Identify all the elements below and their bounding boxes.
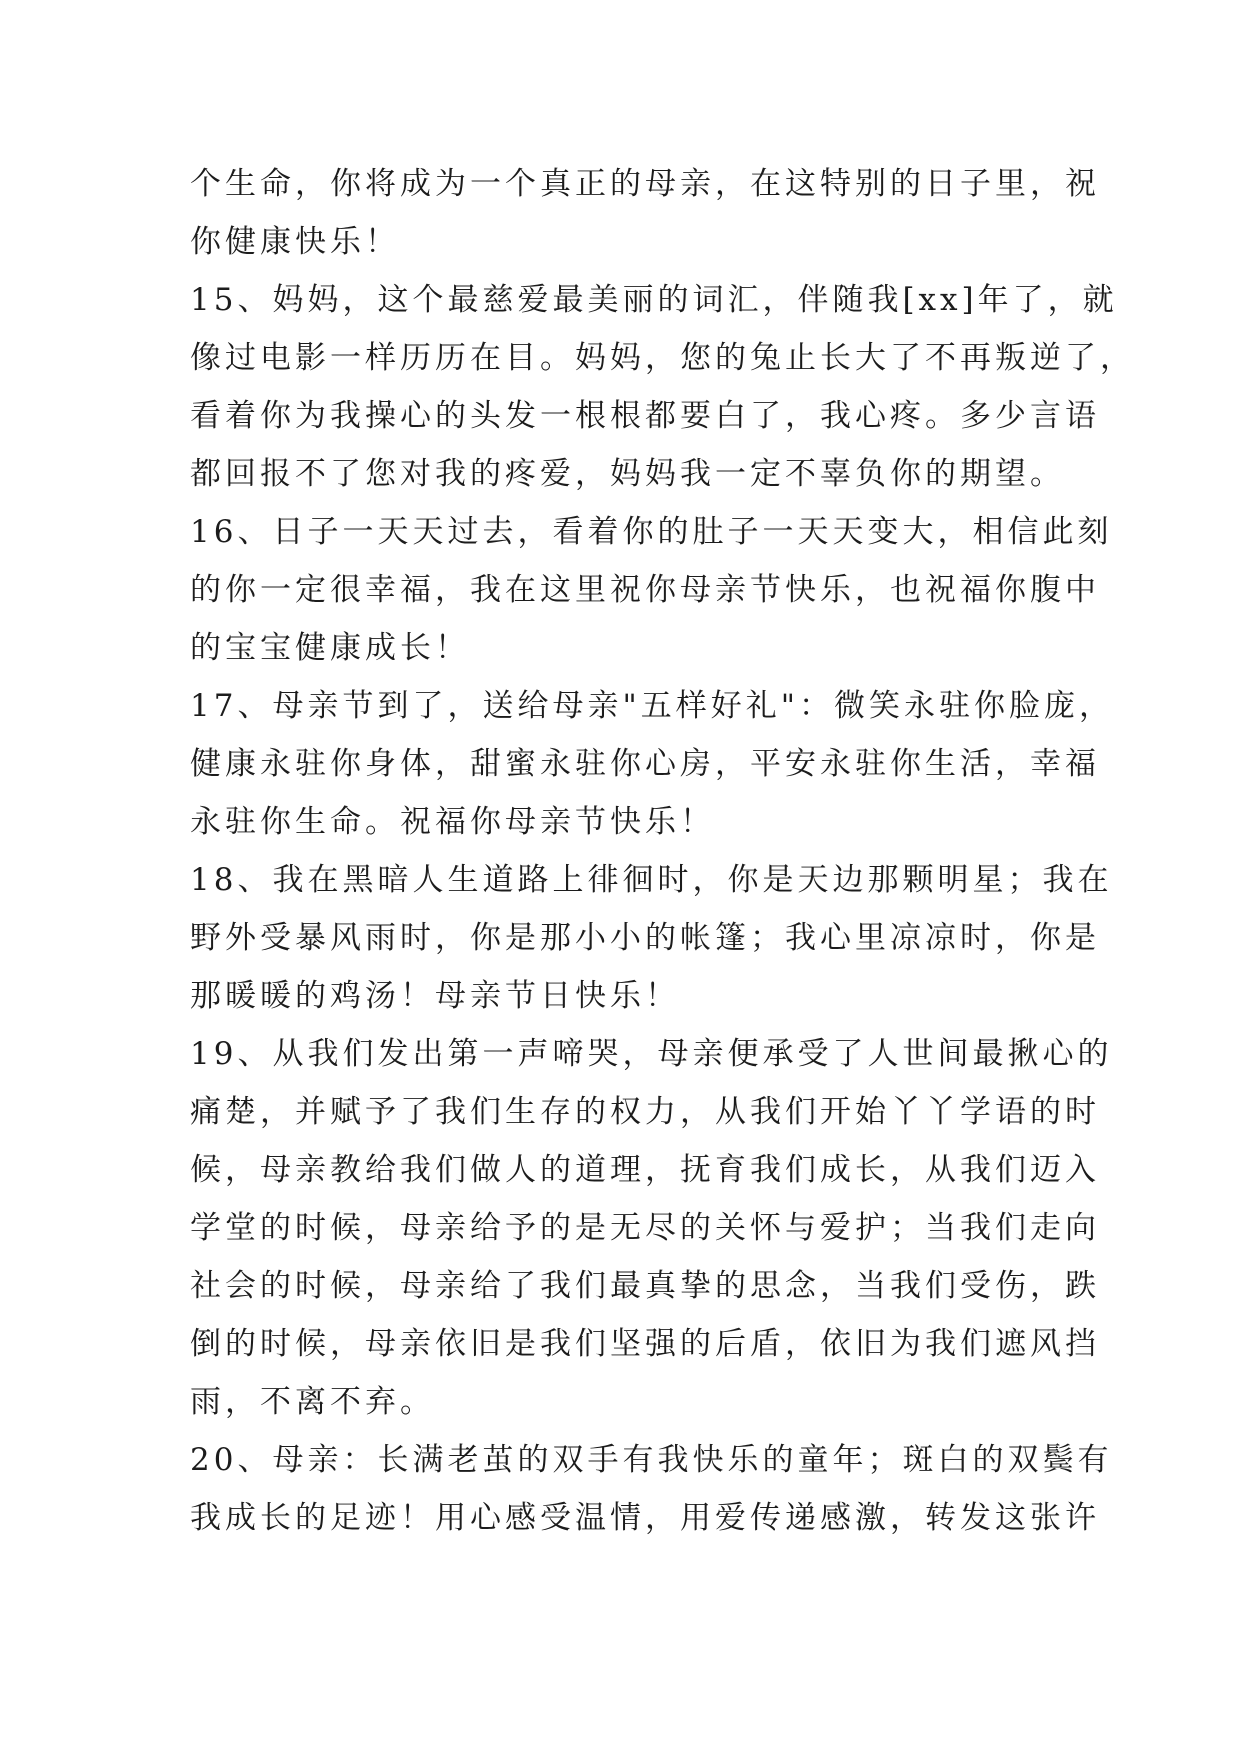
text-line: 健康永驻你身体，甜蜜永驻你心房，平安永驻你生活，幸福 [190, 746, 1100, 782]
text-line: 看着你为我操心的头发一根根都要白了，我心疼。多少言语 [190, 398, 1100, 434]
text-line: 野外受暴风雨时，你是那小小的帐篷；我心里凉凉时，你是 [190, 920, 1100, 956]
text-line: 16、日子一天天过去，看着你的肚子一天天变大，相信此刻 [190, 514, 1113, 550]
text-line: 都回报不了您对我的疼爱，妈妈我一定不辜负你的期望。 [190, 456, 1065, 492]
text-line: 18、我在黑暗人生道路上徘徊时，你是天边那颗明星；我在 [190, 862, 1113, 898]
text-line: 你健康快乐！ [190, 224, 400, 260]
body-text [190, 155, 1135, 1547]
text-line: 社会的时候，母亲给了我们最真挚的思念，当我们受伤，跌 [190, 1268, 1100, 1304]
text-line: 倒的时候，母亲依旧是我们坚强的后盾，依旧为我们遮风挡 [190, 1326, 1100, 1362]
text-line: 17、母亲节到了，送给母亲"五样好礼"：微笑永驻你脸庞， [190, 688, 1114, 724]
text-line: 的你一定很幸福，我在这里祝你母亲节快乐，也祝福你腹中 [190, 572, 1100, 608]
text-line: 20、母亲：长满老茧的双手有我快乐的童年；斑白的双鬓有 [190, 1442, 1113, 1478]
text-line: 痛楚，并赋予了我们生存的权力，从我们开始丫丫学语的时 [190, 1094, 1100, 1130]
text-line: 那暖暖的鸡汤！母亲节日快乐！ [190, 978, 680, 1014]
text-line: 的宝宝健康成长！ [190, 630, 470, 666]
text-line: 雨，不离不弃。 [190, 1384, 435, 1420]
text-line: 学堂的时候，母亲给予的是无尽的关怀与爱护；当我们走向 [190, 1210, 1100, 1246]
text-line: 15、妈妈，这个最慈爱最美丽的词汇，伴随我[xx]年了，就 [190, 282, 1118, 318]
text-line: 永驻你生命。祝福你母亲节快乐！ [190, 804, 715, 840]
text-line: 19、从我们发出第一声啼哭，母亲便承受了人世间最揪心的 [190, 1036, 1113, 1072]
text-line: 候，母亲教给我们做人的道理，抚育我们成长，从我们迈入 [190, 1152, 1100, 1188]
text-line: 我成长的足迹！用心感受温情，用爱传递感激，转发这张许 [190, 1500, 1100, 1536]
text-line: 个生命，你将成为一个真正的母亲，在这特别的日子里，祝 [190, 166, 1100, 202]
text-line: 像过电影一样历历在目。妈妈，您的兔止长大了不再叛逆了， [190, 340, 1135, 376]
